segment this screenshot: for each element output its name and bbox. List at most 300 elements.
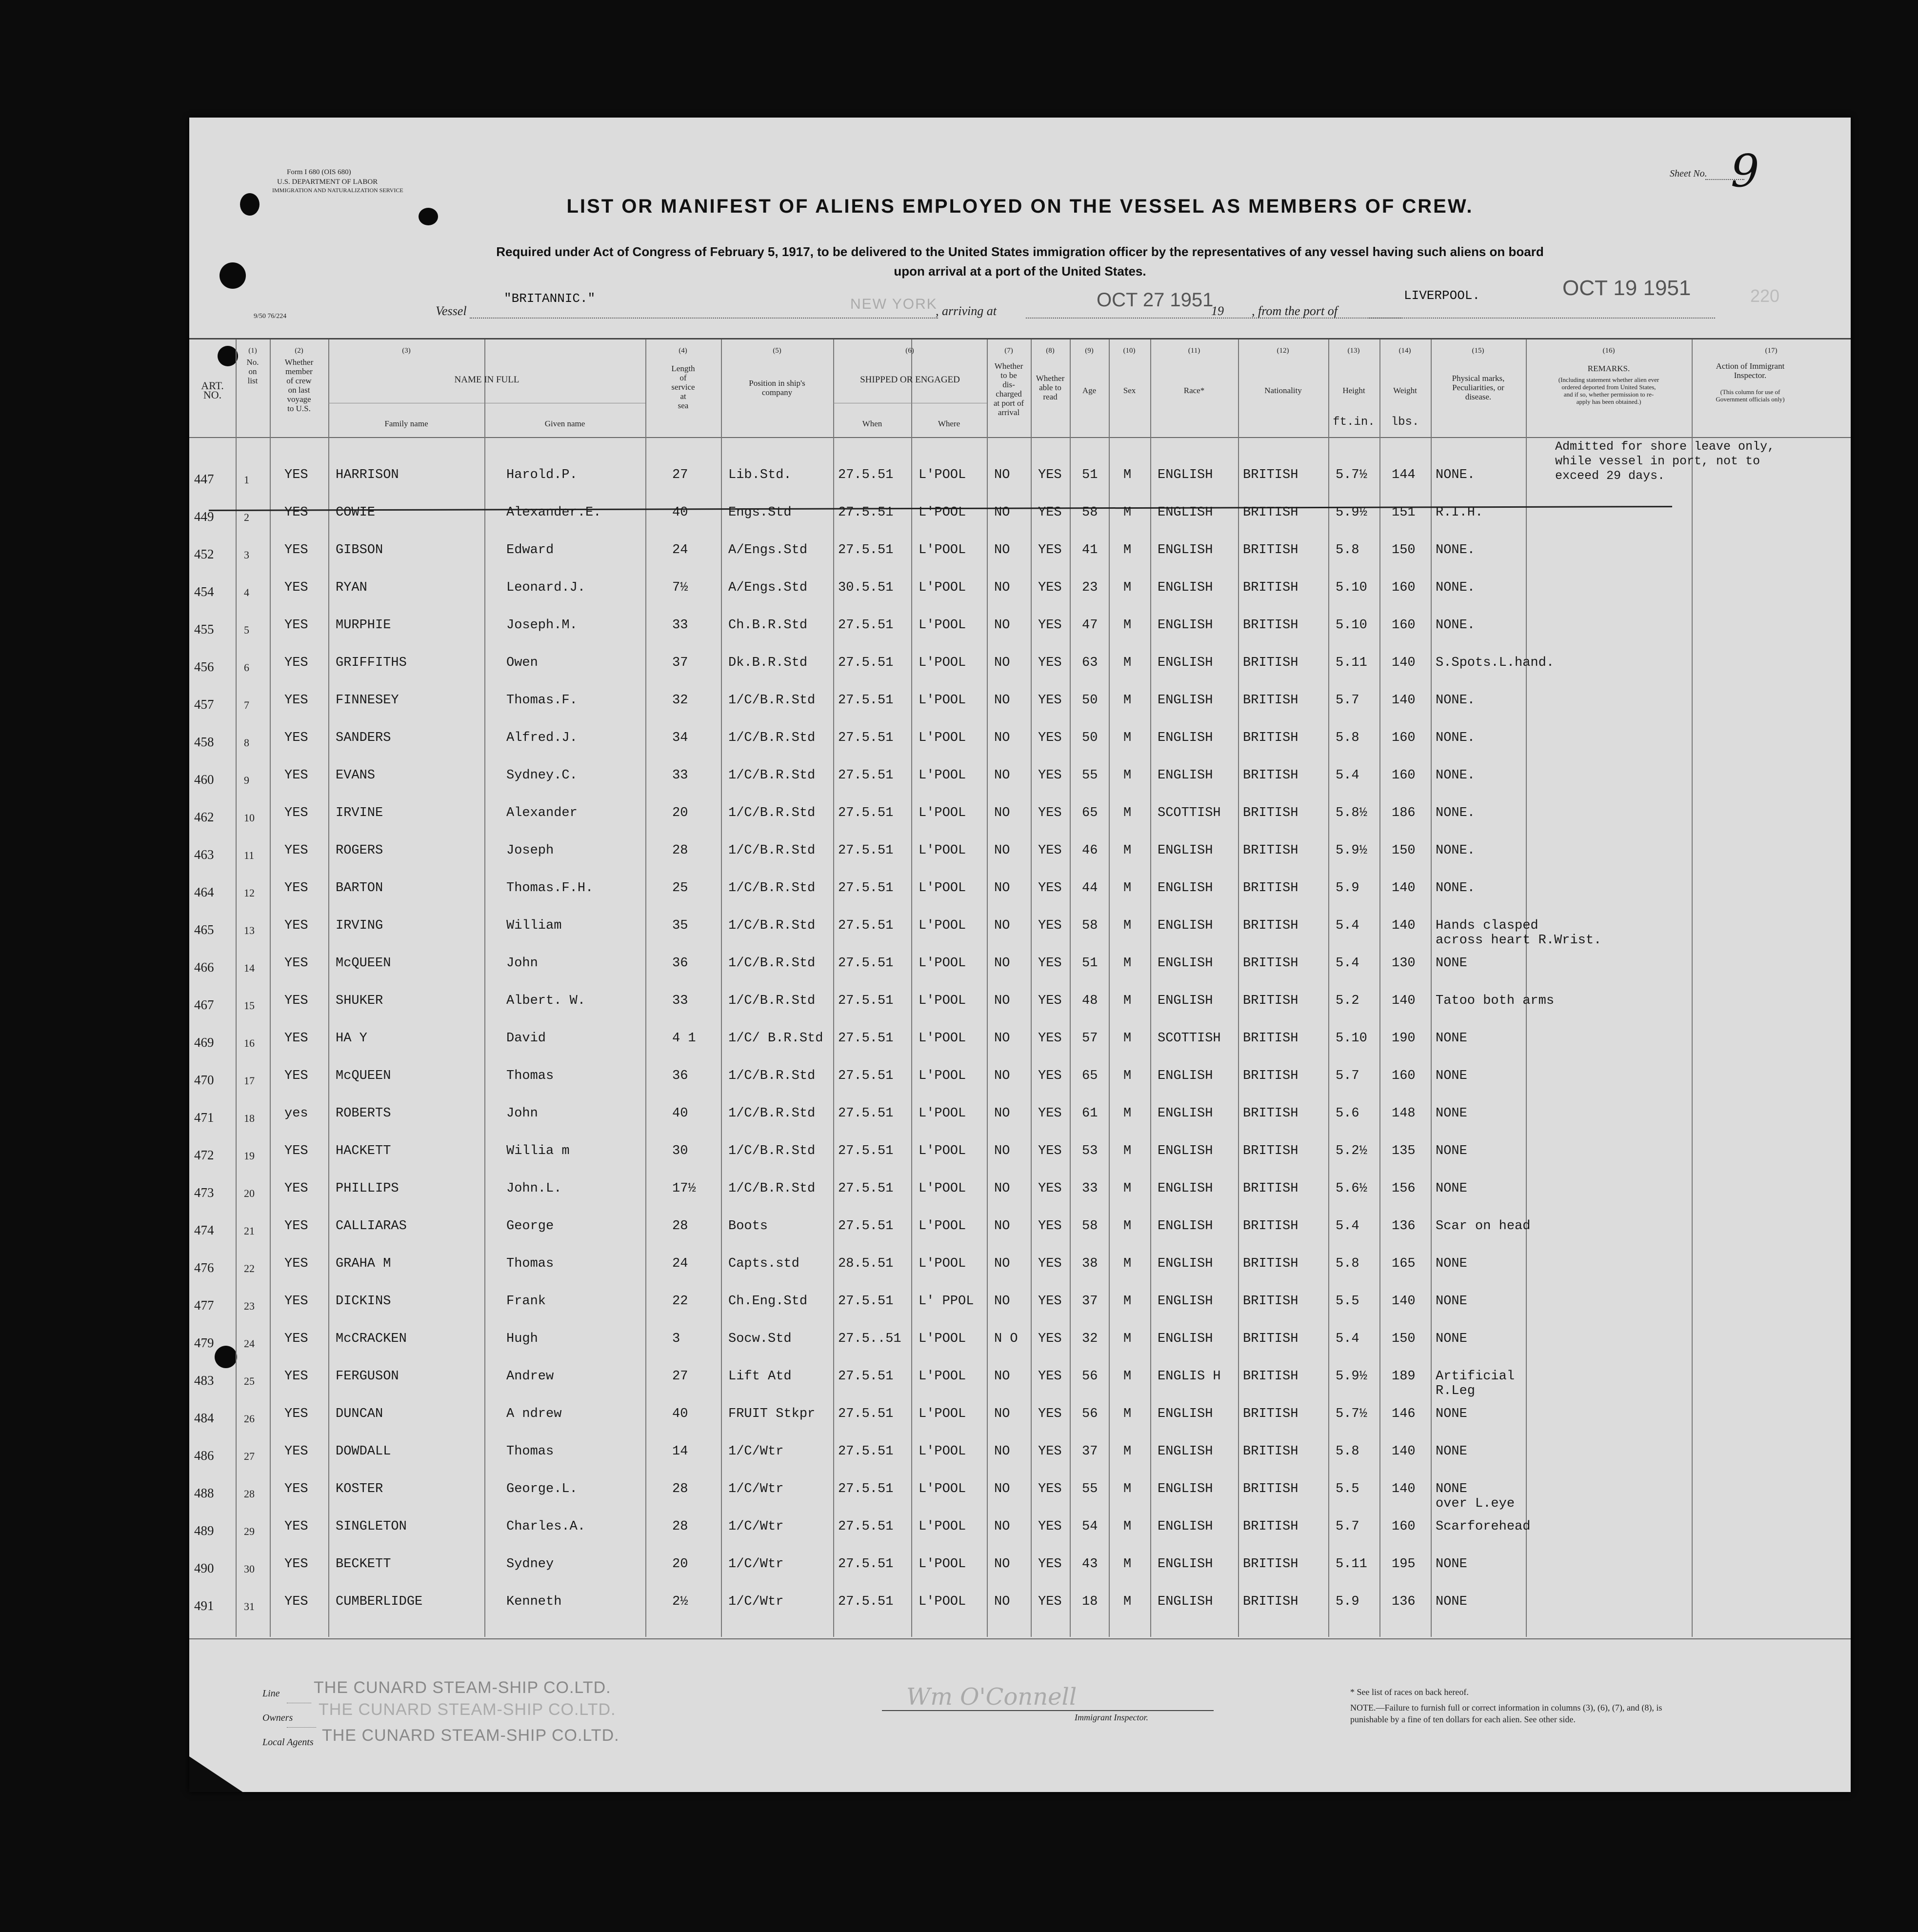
cell-sex: M (1123, 1519, 1132, 1534)
table-row (189, 835, 1851, 869)
cell-art-number: 489 (194, 1523, 214, 1538)
cell-family-name: SANDERS (336, 731, 391, 745)
footer-owners-label: Owners (262, 1713, 293, 1723)
cell-given-name: Alexander (506, 806, 578, 820)
column-number: (8) (1046, 347, 1055, 355)
cell-previous-voyage: YES (284, 994, 308, 1008)
cell-able-to-read: YES (1038, 1407, 1062, 1421)
cell-age: 50 (1082, 693, 1098, 708)
cell-sex: M (1123, 843, 1132, 858)
cell-height: 5.7 (1336, 693, 1359, 708)
cell-nationality: BRITISH (1243, 1519, 1299, 1534)
table-row (189, 1022, 1851, 1056)
list-number: 18 (244, 1112, 255, 1124)
cell-shipped-where: L'POOL (919, 656, 966, 670)
cell-shipped-when: 27.5.51 (838, 1181, 894, 1196)
cell-family-name: FINNESEY (336, 693, 399, 708)
cell-art-number: 488 (194, 1486, 214, 1500)
column-number: (14) (1399, 347, 1411, 355)
cell-height: 5.10 (1336, 580, 1367, 595)
cell-physical-marks: NONE (1436, 1106, 1467, 1121)
cell-sex: M (1123, 693, 1132, 708)
cell-service-length: 3 (672, 1332, 680, 1346)
cell-position: 1/C/B.R.Std (728, 956, 816, 971)
cell-previous-voyage: YES (284, 731, 308, 745)
list-number: 23 (244, 1300, 255, 1312)
cell-art-number: 447 (194, 472, 214, 486)
cell-position: 1/C/Wtr (728, 1557, 784, 1572)
cell-service-length: 40 (672, 1407, 688, 1421)
cell-height: 5.8 (1336, 1444, 1359, 1459)
cell-sex: M (1123, 1482, 1132, 1496)
cell-art-number: 479 (194, 1335, 214, 1350)
cell-discharge: NO (994, 1519, 1010, 1534)
cell-service-length: 32 (672, 693, 688, 708)
cell-shipped-when: 30.5.51 (838, 580, 894, 595)
cell-nationality: BRITISH (1243, 618, 1299, 633)
cell-physical-marks: NONE. (1436, 580, 1476, 595)
footer-line-label: Line (262, 1688, 280, 1699)
cell-shipped-when: 27.5.51 (838, 918, 894, 933)
cell-age: 44 (1082, 881, 1098, 896)
cell-sex: M (1123, 1219, 1132, 1234)
cell-service-length: 20 (672, 806, 688, 820)
cell-family-name: RYAN (336, 580, 367, 595)
column-number: (13) (1347, 347, 1360, 355)
cell-service-length: 33 (672, 618, 688, 633)
cell-shipped-when: 27.5.51 (838, 1031, 894, 1046)
cell-sex: M (1123, 656, 1132, 670)
cell-height: 5.9½ (1336, 505, 1367, 520)
cell-discharge: NO (994, 1407, 1010, 1421)
cell-weight: 160 (1392, 618, 1416, 633)
cell-position: 1/C/B.R.Std (728, 1144, 816, 1158)
cell-service-length: 30 (672, 1144, 688, 1158)
cell-weight: 140 (1392, 1444, 1416, 1459)
cell-given-name: Hugh (506, 1332, 538, 1346)
cell-given-name: Harold.P. (506, 468, 578, 482)
cell-race: SCOTTISH (1158, 806, 1221, 820)
cell-discharge: NO (994, 1219, 1010, 1234)
cell-shipped-when: 27.5.51 (838, 956, 894, 971)
cell-position: 1/C/B.R.Std (728, 693, 816, 708)
arrival-date-stamp: OCT 27 1951 (1097, 289, 1214, 311)
cell-age: 50 (1082, 731, 1098, 745)
cell-art-number: 483 (194, 1373, 214, 1388)
cell-race: ENGLISH (1158, 994, 1213, 1008)
cell-able-to-read: YES (1038, 994, 1062, 1008)
cell-family-name: SINGLETON (336, 1519, 407, 1534)
cell-given-name: George (506, 1219, 554, 1234)
cell-physical-marks: NONE. (1436, 731, 1476, 745)
cell-age: 41 (1082, 543, 1098, 558)
cell-family-name: MURPHIE (336, 618, 391, 633)
cell-weight: 140 (1392, 994, 1416, 1008)
cell-given-name: John (506, 956, 538, 971)
cell-given-name: Sydney (506, 1557, 554, 1572)
cell-shipped-when: 27.5.51 (838, 1294, 894, 1309)
cell-family-name: McQUEEN (336, 956, 391, 971)
from-port: LIVERPOOL. (1404, 288, 1480, 303)
cell-shipped-when: 27.5.51 (838, 1069, 894, 1083)
table-row (189, 1473, 1851, 1511)
cell-able-to-read: YES (1038, 881, 1062, 896)
header-race: Race* (1183, 386, 1205, 395)
list-number: 1 (244, 474, 249, 486)
cell-art-number: 456 (194, 659, 214, 674)
header-previous-voyage: Whether member of crew on last voyage to U.S. (284, 358, 314, 413)
list-number: 27 (244, 1450, 255, 1462)
cell-able-to-read: YES (1038, 1219, 1062, 1234)
cell-shipped-where: L'POOL (919, 468, 966, 482)
cell-height: 5.2½ (1336, 1144, 1367, 1158)
line-stamp: THE CUNARD STEAM-SHIP CO.LTD. (314, 1678, 611, 1697)
cell-nationality: BRITISH (1243, 580, 1299, 595)
cell-shipped-when: 27.5.51 (838, 1407, 894, 1421)
cell-nationality: BRITISH (1243, 1482, 1299, 1496)
cell-shipped-where: L'POOL (919, 1069, 966, 1083)
cell-age: 55 (1082, 1482, 1098, 1496)
list-number: 12 (244, 887, 255, 899)
header-inspector-note: (This column for use of Government officials only) (1716, 388, 1785, 403)
list-number: 20 (244, 1187, 255, 1199)
cell-physical-marks: NONE (1436, 1031, 1467, 1046)
cell-shipped-where: L'POOL (919, 618, 966, 633)
list-number: 26 (244, 1413, 255, 1425)
cell-shipped-where: L'POOL (919, 806, 966, 820)
races-note: * See list of races on back hereof. (1350, 1687, 1469, 1697)
cell-nationality: BRITISH (1243, 1181, 1299, 1196)
cell-shipped-where: L'POOL (919, 1219, 966, 1234)
cell-height: 5.5 (1336, 1482, 1359, 1496)
cell-race: ENGLISH (1158, 956, 1213, 971)
cell-service-length: 36 (672, 1069, 688, 1083)
cell-given-name: Owen (506, 656, 538, 670)
cell-race: ENGLISH (1158, 543, 1213, 558)
cell-family-name: HARRISON (336, 468, 399, 482)
cell-service-length: 36 (672, 956, 688, 971)
column-number: (16) (1602, 347, 1615, 355)
cell-race: ENGLISH (1158, 881, 1213, 896)
cell-position: 1/C/Wtr (728, 1482, 784, 1496)
cell-nationality: BRITISH (1243, 768, 1299, 783)
header-discharged: Whether to be dis- charged at port of arrival (993, 361, 1024, 417)
cell-shipped-when: 27.5.51 (838, 1482, 894, 1496)
cell-sex: M (1123, 505, 1132, 520)
cell-service-length: 20 (672, 1557, 688, 1572)
cell-previous-voyage: YES (284, 1444, 308, 1459)
cell-shipped-where: L'POOL (919, 1369, 966, 1384)
cell-art-number: 463 (194, 847, 214, 862)
cell-shipped-when: 27.5.51 (838, 994, 894, 1008)
column-number: (7) (1004, 347, 1013, 355)
cell-nationality: BRITISH (1243, 918, 1299, 933)
cell-age: 55 (1082, 768, 1098, 783)
header-physical-marks: Physical marks, Peculiarities, or disease. (1452, 374, 1505, 401)
cell-family-name: PHILLIPS (336, 1181, 399, 1196)
cell-physical-marks: NONE (1436, 1444, 1467, 1459)
table-row (189, 1511, 1851, 1545)
cell-nationality: BRITISH (1243, 1106, 1299, 1121)
cell-age: 54 (1082, 1519, 1098, 1534)
cell-family-name: KOSTER (336, 1482, 383, 1496)
cell-physical-marks: NONE (1436, 1594, 1467, 1609)
cell-weight: 160 (1392, 1519, 1416, 1534)
header-height-unit: ft.in. (1333, 416, 1375, 429)
cell-sex: M (1123, 1106, 1132, 1121)
cell-age: 37 (1082, 1444, 1098, 1459)
cell-given-name: George.L. (506, 1482, 578, 1496)
cell-race: ENGLISH (1158, 1294, 1213, 1309)
cell-previous-voyage: YES (284, 1181, 308, 1196)
cell-weight: 140 (1392, 1294, 1416, 1309)
list-number: 25 (244, 1375, 255, 1387)
cell-previous-voyage: YES (284, 1332, 308, 1346)
vessel-name: "BRITANNIC." (504, 291, 596, 306)
cell-shipped-where: L'POOL (919, 1444, 966, 1459)
cell-shipped-where: L'POOL (919, 731, 966, 745)
cell-family-name: COWIE (336, 505, 376, 520)
cell-shipped-when: 27.5.51 (838, 1519, 894, 1534)
cell-nationality: BRITISH (1243, 693, 1299, 708)
cell-shipped-where: L'POOL (919, 1106, 966, 1121)
cell-race: ENGLISH (1158, 1069, 1213, 1083)
cell-age: 63 (1082, 656, 1098, 670)
header-art-no: ART. NO. (201, 379, 224, 401)
cell-given-name: Charles.A. (506, 1519, 586, 1534)
cell-sex: M (1123, 1256, 1132, 1271)
cell-physical-marks: NONE (1436, 1144, 1467, 1158)
cell-shipped-when: 27.5.51 (838, 468, 894, 482)
cell-service-length: 24 (672, 1256, 688, 1271)
cell-previous-voyage: YES (284, 843, 308, 858)
column-number: (10) (1123, 347, 1136, 355)
cell-nationality: BRITISH (1243, 1031, 1299, 1046)
cell-art-number: 465 (194, 922, 214, 937)
cell-given-name: John (506, 1106, 538, 1121)
cell-shipped-when: 27.5.51 (838, 1444, 894, 1459)
cell-family-name: EVANS (336, 768, 376, 783)
cell-weight: 190 (1392, 1031, 1416, 1046)
cell-race: ENGLISH (1158, 1144, 1213, 1158)
cell-race: ENGLISH (1158, 1181, 1213, 1196)
cell-shipped-when: 27.5.51 (838, 768, 894, 783)
table-row (189, 497, 1851, 531)
cell-shipped-where: L'POOL (919, 1256, 966, 1271)
cell-position: Lib.Std. (728, 468, 792, 482)
cell-service-length: 17½ (672, 1181, 696, 1196)
cell-height: 5.7 (1336, 1519, 1359, 1534)
cell-family-name: ROBERTS (336, 1106, 391, 1121)
cell-race: ENGLISH (1158, 468, 1213, 482)
cell-race: ENGLISH (1158, 918, 1213, 933)
cell-age: 56 (1082, 1407, 1098, 1421)
inspector-signature: Wm O'Connell (906, 1683, 1077, 1711)
cell-service-length: 35 (672, 918, 688, 933)
table-row (189, 534, 1851, 568)
cell-discharge: NO (994, 994, 1010, 1008)
cell-given-name: William (506, 918, 562, 933)
cell-previous-voyage: YES (284, 1294, 308, 1309)
cell-nationality: BRITISH (1243, 543, 1299, 558)
header-name-in-full: NAME IN FULL (454, 375, 519, 385)
cell-previous-voyage: YES (284, 768, 308, 783)
list-number: 21 (244, 1225, 255, 1237)
cell-race: ENGLISH (1158, 580, 1213, 595)
header-given-name: Given name (544, 419, 585, 428)
cell-art-number: 476 (194, 1260, 214, 1275)
cell-art-number: 470 (194, 1073, 214, 1087)
cell-previous-voyage: YES (284, 1519, 308, 1534)
cell-age: 18 (1082, 1594, 1098, 1609)
cell-shipped-where: L'POOL (919, 1557, 966, 1572)
cell-weight: 195 (1392, 1557, 1416, 1572)
cell-service-length: 2½ (672, 1594, 688, 1609)
cell-physical-marks: Scar on head (1436, 1219, 1531, 1234)
cell-able-to-read: YES (1038, 843, 1062, 858)
cell-discharge: NO (994, 731, 1010, 745)
cell-service-length: 4 1 (672, 1031, 696, 1046)
cell-height: 5.9½ (1336, 843, 1367, 858)
from-port-label: , from the port of (1252, 304, 1338, 318)
cell-weight: 160 (1392, 768, 1416, 783)
cell-family-name: HACKETT (336, 1144, 391, 1158)
cell-given-name: Willia m (506, 1144, 570, 1158)
cell-shipped-when: 27.5.51 (838, 1369, 894, 1384)
list-number: 24 (244, 1337, 255, 1350)
header-no-on-list: No. on list (246, 358, 259, 385)
cell-shipped-where: L'POOL (919, 580, 966, 595)
cell-physical-marks: NONE (1436, 1407, 1467, 1421)
cell-previous-voyage: YES (284, 656, 308, 670)
column-number: (11) (1188, 347, 1200, 355)
cell-height: 5.7 (1336, 1069, 1359, 1083)
cell-given-name: Alfred.J. (506, 731, 578, 745)
cell-able-to-read: YES (1038, 543, 1062, 558)
cell-race: ENGLISH (1158, 843, 1213, 858)
cell-position: 1/C/B.R.Std (728, 806, 816, 820)
cell-sex: M (1123, 1181, 1132, 1196)
cell-art-number: 486 (194, 1448, 214, 1463)
cell-sex: M (1123, 1332, 1132, 1346)
column-number: (5) (773, 347, 781, 355)
footer-agents-label: Local Agents (262, 1737, 314, 1748)
cell-service-length: 14 (672, 1444, 688, 1459)
cell-service-length: 28 (672, 1519, 688, 1534)
cell-position: FRUIT Stkpr (728, 1407, 816, 1421)
table-row (189, 1323, 1851, 1357)
cell-physical-marks: NONE. (1436, 618, 1476, 633)
cell-able-to-read: YES (1038, 1069, 1062, 1083)
cell-family-name: HA Y (336, 1031, 367, 1046)
cell-able-to-read: YES (1038, 580, 1062, 595)
service-label: IMMIGRATION AND NATURALIZATION SERVICE (272, 187, 403, 194)
column-number: (1) (248, 347, 257, 355)
cell-service-length: 27 (672, 468, 688, 482)
list-number: 16 (244, 1037, 255, 1049)
list-number: 31 (244, 1600, 255, 1613)
cell-physical-marks: NONE over L.eye (1436, 1482, 1515, 1511)
cell-position: A/Engs.Std (728, 580, 808, 595)
cell-shipped-where: L'POOL (919, 1482, 966, 1496)
cell-race: ENGLISH (1158, 1482, 1213, 1496)
cell-previous-voyage: YES (284, 1594, 308, 1609)
cell-position: Boots (728, 1219, 768, 1234)
cell-weight: 136 (1392, 1594, 1416, 1609)
cell-height: 5.4 (1336, 1219, 1359, 1234)
cell-sex: M (1123, 1369, 1132, 1384)
cell-shipped-where: L' PPOL (919, 1294, 974, 1309)
from-port-underline (1369, 318, 1715, 319)
cell-age: 58 (1082, 1219, 1098, 1234)
cell-service-length: 28 (672, 1219, 688, 1234)
cell-race: ENGLISH (1158, 1557, 1213, 1572)
cell-art-number: 457 (194, 697, 214, 712)
cell-able-to-read: YES (1038, 1106, 1062, 1121)
cell-given-name: A ndrew (506, 1407, 562, 1421)
cell-able-to-read: YES (1038, 1294, 1062, 1309)
cell-age: 23 (1082, 580, 1098, 595)
list-number: 30 (244, 1563, 255, 1575)
cell-race: ENGLISH (1158, 1594, 1213, 1609)
cell-shipped-where: L'POOL (919, 881, 966, 896)
cell-position: 1/C/B.R.Std (728, 731, 816, 745)
cell-family-name: GRAHA M (336, 1256, 391, 1271)
cell-discharge: NO (994, 1482, 1010, 1496)
cell-shipped-when: 27.5.51 (838, 618, 894, 633)
arriving-label: , arriving at (936, 304, 997, 318)
table-row (189, 872, 1851, 906)
cell-weight: 140 (1392, 918, 1416, 933)
cell-sex: M (1123, 881, 1132, 896)
cell-shipped-where: L'POOL (919, 1031, 966, 1046)
cell-weight: 140 (1392, 881, 1416, 896)
inspector-label: Immigrant Inspector. (1075, 1713, 1148, 1722)
cell-art-number: 472 (194, 1148, 214, 1162)
column-number: (3) (402, 347, 411, 355)
cell-discharge: NO (994, 1106, 1010, 1121)
cell-shipped-when: 27.5.51 (838, 1144, 894, 1158)
cell-shipped-when: 28.5.51 (838, 1256, 894, 1271)
cell-position: Dk.B.R.Std (728, 656, 808, 670)
cell-weight: 186 (1392, 806, 1416, 820)
cell-able-to-read: YES (1038, 956, 1062, 971)
header-weight: Weight (1393, 386, 1417, 395)
column-number: (15) (1472, 347, 1484, 355)
header-weight-unit: lbs. (1391, 416, 1419, 429)
cell-race: ENGLISH (1158, 505, 1213, 520)
cell-discharge: NO (994, 1181, 1010, 1196)
cell-physical-marks: R.I.H. (1436, 505, 1483, 520)
cell-height: 5.8½ (1336, 806, 1367, 820)
cell-discharge: NO (994, 1369, 1010, 1384)
sheet-label: Sheet No. (1670, 168, 1707, 179)
cell-family-name: CALLIARAS (336, 1219, 407, 1234)
cell-physical-marks: NONE (1436, 1256, 1467, 1271)
table-row (189, 1097, 1851, 1132)
cell-able-to-read: YES (1038, 693, 1062, 708)
cell-physical-marks: Tatoo both arms (1436, 994, 1555, 1008)
cell-weight: 130 (1392, 956, 1416, 971)
cell-shipped-where: L'POOL (919, 693, 966, 708)
cell-sex: M (1123, 731, 1132, 745)
cell-height: 5.4 (1336, 918, 1359, 933)
cell-sex: M (1123, 580, 1132, 595)
cell-physical-marks: NONE (1436, 1332, 1467, 1346)
cell-height: 5.10 (1336, 1031, 1367, 1046)
cell-given-name: Andrew (506, 1369, 554, 1384)
cell-shipped-when: 27.5.51 (838, 881, 894, 896)
